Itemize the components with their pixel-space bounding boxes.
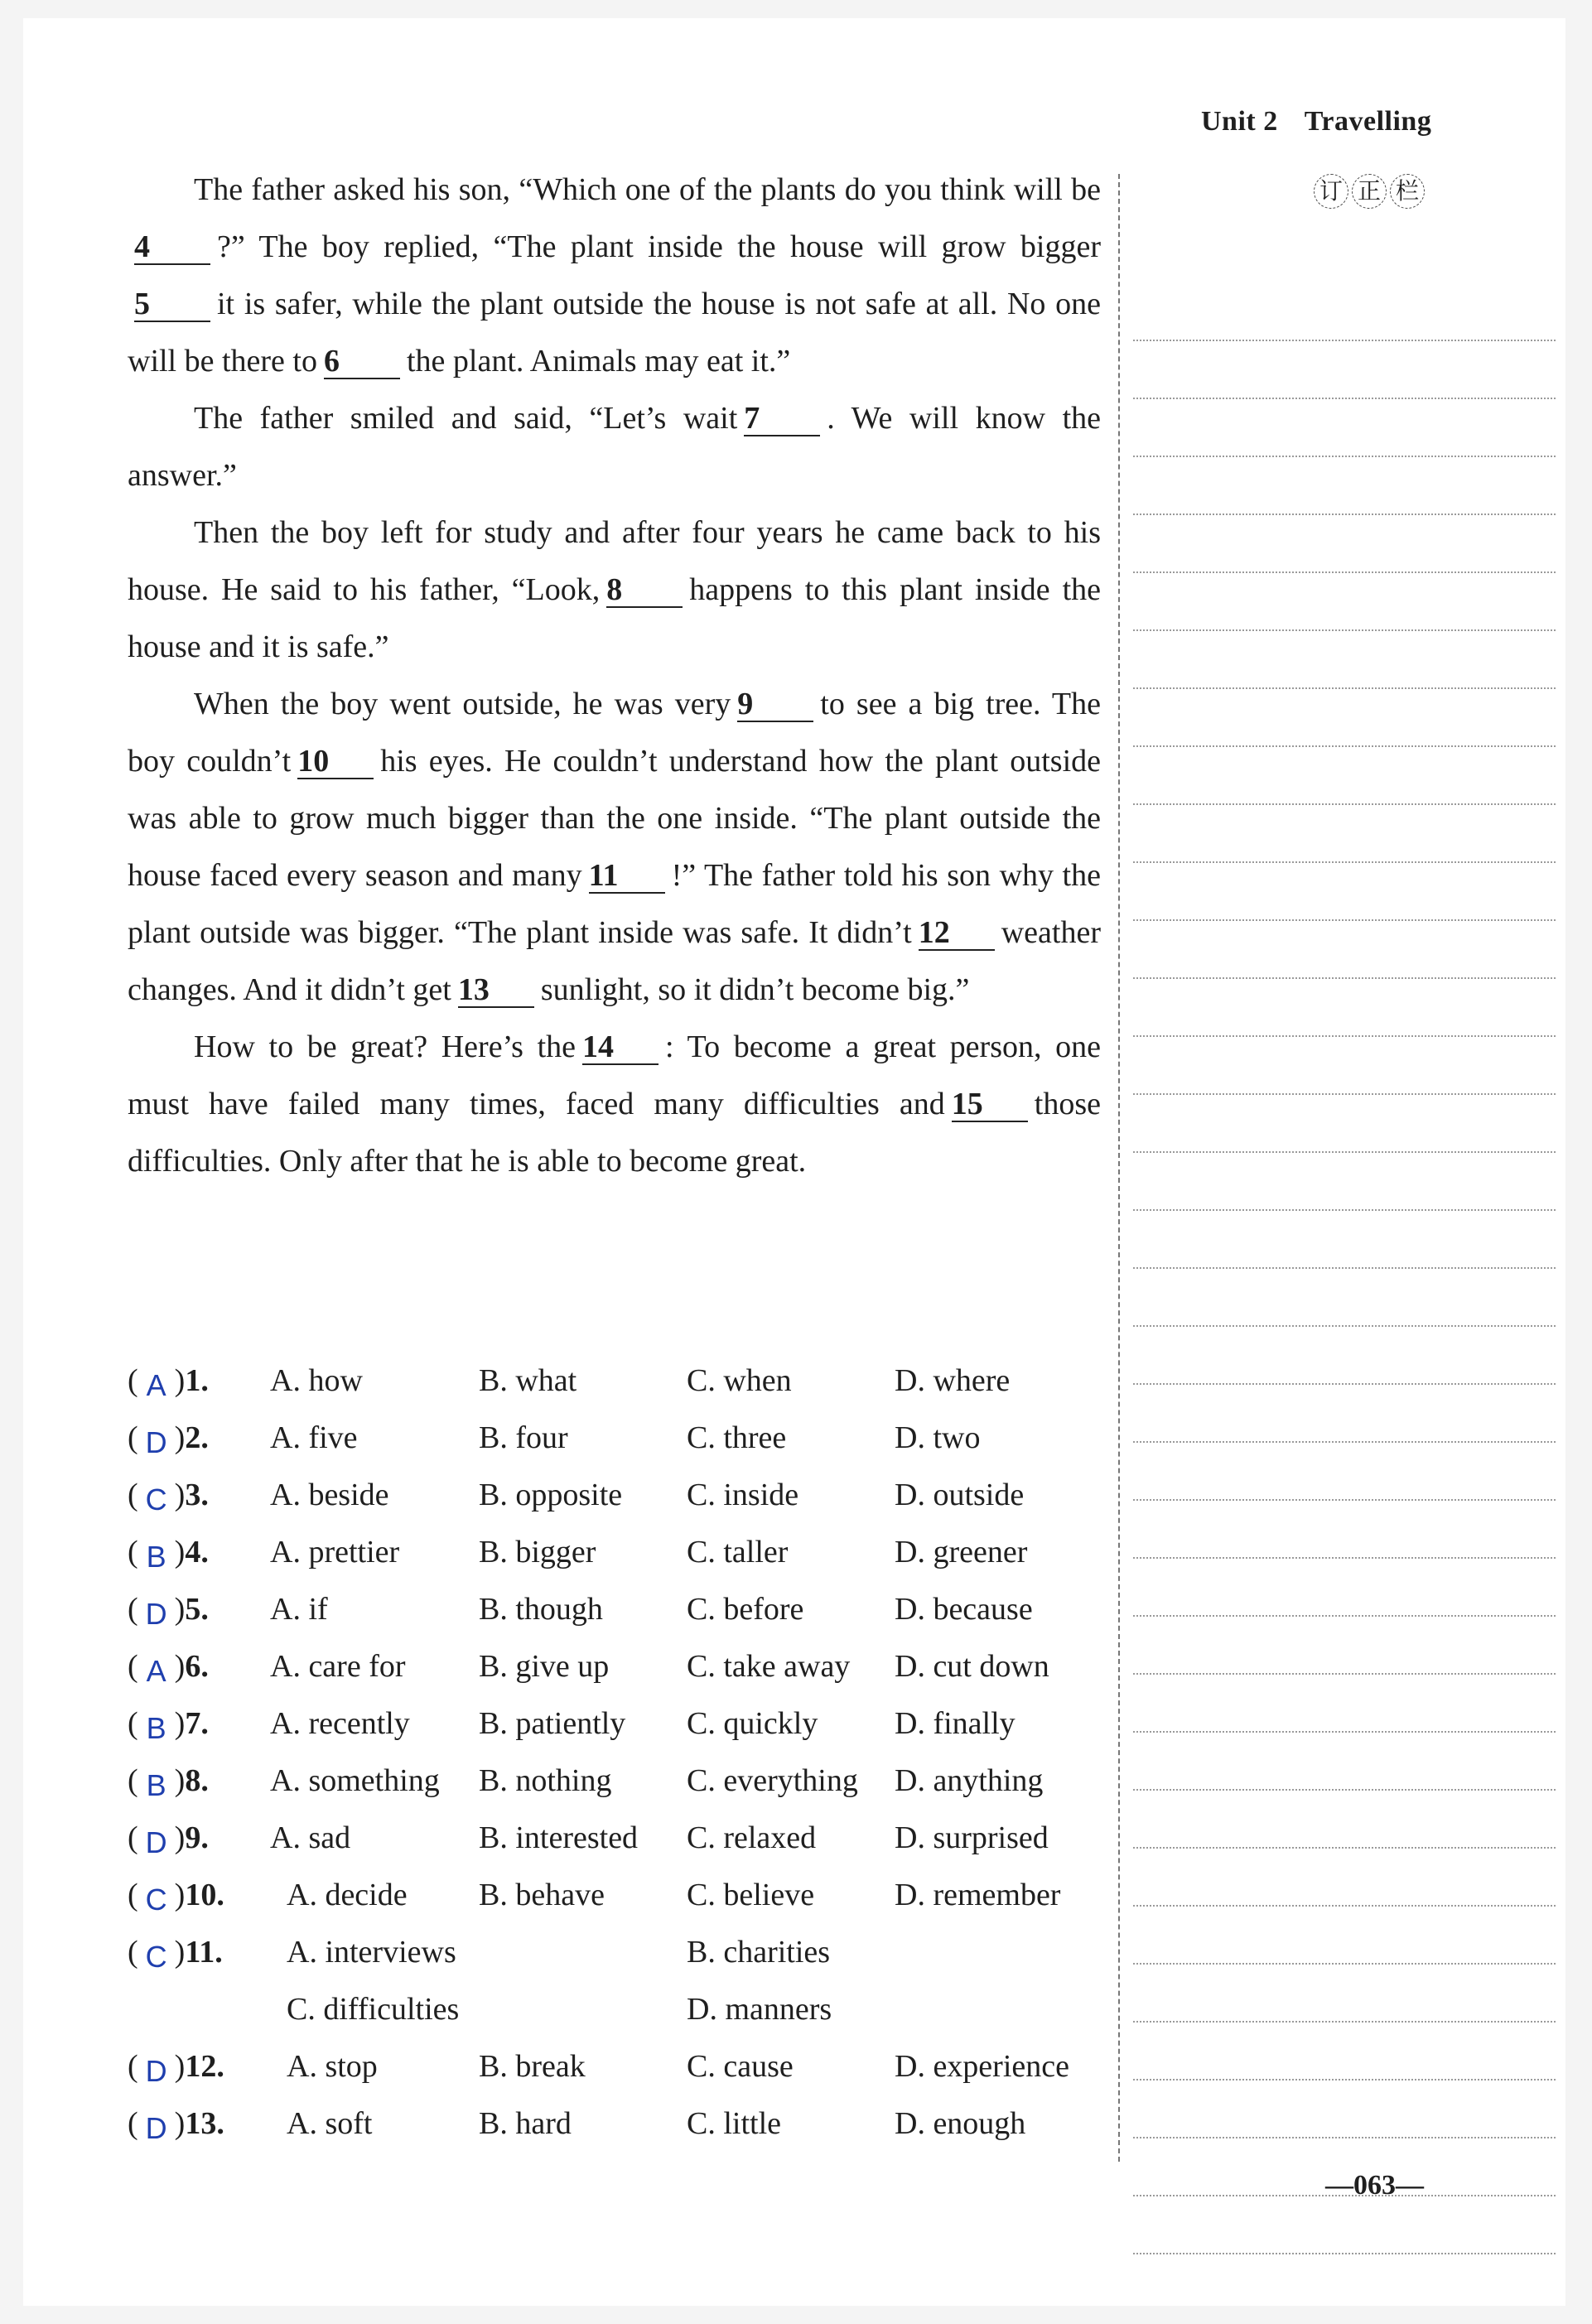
option-b: B. bigger xyxy=(479,1535,596,1569)
option-a: A. prettier xyxy=(270,1535,400,1569)
answer-mark: C xyxy=(145,1883,167,1917)
blank-11: 11 xyxy=(589,859,665,894)
option-d: D. enough xyxy=(895,2106,1026,2141)
option-c: C. inside xyxy=(687,1478,799,1512)
option-b: B. charities xyxy=(687,1935,831,1970)
option-c: C. when xyxy=(687,1363,792,1398)
answer-mark: D xyxy=(145,1425,167,1459)
option-d: D. where xyxy=(895,1363,1011,1398)
question-row: ( A )6. A. care for B. give up C. take away D. cut down xyxy=(128,1649,1049,1688)
correction-char-2: 正 xyxy=(1352,174,1387,209)
option-c: C. quickly xyxy=(687,1706,818,1741)
option-c: C. take away xyxy=(687,1649,851,1684)
question-row: ( C )11. A. interviews B. charities xyxy=(128,1935,831,1974)
question-row: ( D )12. A. stop B. break C. cause D. experience xyxy=(128,2049,1069,2088)
option-a: A. recently xyxy=(270,1706,410,1741)
option-a: A. if xyxy=(270,1592,328,1627)
answer-mark: D xyxy=(145,1825,167,1859)
option-d: D. experience xyxy=(895,2049,1069,2084)
option-b: B. what xyxy=(479,1363,577,1398)
blank-5: 5 xyxy=(134,287,210,322)
option-c: C. cause xyxy=(687,2049,794,2084)
blank-8: 8 xyxy=(606,573,683,608)
question-row-continued xyxy=(128,1991,1122,2048)
correction-lines xyxy=(1133,283,1556,2254)
option-d: D. because xyxy=(895,1592,1033,1627)
unit-title: Travelling xyxy=(1304,106,1432,137)
answer-mark: B xyxy=(146,1768,166,1802)
question-row: ( B )7. A. recently B. patiently C. quickly D. finally xyxy=(128,1706,1016,1745)
blank-9: 9 xyxy=(737,687,813,722)
question-row: ( C )10. A. decide B. behave C. believe D. remember xyxy=(128,1878,1061,1917)
option-a: A. stop xyxy=(287,2049,378,2084)
option-a: A. care for xyxy=(270,1649,406,1684)
option-b: B. behave xyxy=(479,1878,605,1912)
paragraph-2: The father smiled and said, “Let’s wait 7 . We will know the answer.” xyxy=(128,401,1101,493)
answer-mark: C xyxy=(145,1940,167,1974)
question-row: ( C )3. A. beside B. opposite C. inside D. outside xyxy=(128,1478,1025,1516)
option-a: A. how xyxy=(270,1363,363,1398)
option-d: D. remember xyxy=(895,1878,1061,1912)
unit-header xyxy=(1201,106,1431,137)
option-d: D. greener xyxy=(895,1535,1028,1569)
option-a: A. decide xyxy=(287,1878,408,1912)
option-d: D. outside xyxy=(895,1478,1025,1512)
option-b: B. opposite xyxy=(479,1478,623,1512)
correction-char-1: 订 xyxy=(1314,174,1348,209)
question-row: ( D )2. A. five B. four C. three D. two xyxy=(128,1420,981,1459)
option-a: A. sad xyxy=(270,1820,351,1855)
option-d: D. surprised xyxy=(895,1820,1049,1855)
blank-10: 10 xyxy=(297,745,374,779)
blank-4: 4 xyxy=(134,230,210,265)
answer-mark: D xyxy=(145,1597,167,1631)
blank-6: 6 xyxy=(324,345,400,379)
answer-mark: D xyxy=(145,2111,167,2145)
paragraph-3: Then the boy left for study and after four years he came back to his house. He said to his father, “Look, 8 happens to this plant inside the house and it is safe.” xyxy=(128,515,1102,664)
answer-mark: D xyxy=(145,2054,167,2088)
blank-12: 12 xyxy=(919,916,995,951)
correction-char-3: 栏 xyxy=(1390,174,1425,209)
option-a: A. something xyxy=(270,1763,440,1798)
option-c: C. relaxed xyxy=(687,1820,817,1855)
paragraph-1: The father asked his son, “Which one of the plants do you think will be4 ?” The boy replied, “The plant inside the house will grow bigger5 it is safer, while the plant outside the house is not safe at all. No one will be there to 6 the plant. Animals may eat it.” xyxy=(128,172,1101,378)
answer-mark: A xyxy=(146,1654,166,1688)
answer-mark: A xyxy=(146,1368,166,1402)
option-c: C. before xyxy=(687,1592,804,1627)
option-a: A. five xyxy=(270,1420,358,1455)
option-b: B. nothing xyxy=(479,1763,612,1798)
page-number: —063— xyxy=(1325,2170,1424,2201)
paragraph-4: When the boy went outside, he was very 9 to see a big tree. The boy couldn’t 10 his eyes. He couldn’t understand how the plant outside was able to grow much bigger than the one inside. “The plant outside the house faced every season and many 11 !” The father told his son why the plant outside was bigger. “The plant inside was safe. It didn’t 12 weather changes. And it didn’t get 13 sunlight, so it didn’t become big.” xyxy=(128,687,1101,1007)
answer-mark: C xyxy=(145,1483,167,1516)
question-row: ( D )13. A. soft B. hard C. little D. enough xyxy=(128,2106,1026,2145)
option-c: C. believe xyxy=(687,1878,815,1912)
question-row: ( D )9. A. sad B. interested C. relaxed D. surprised xyxy=(128,1820,1049,1859)
blank-7: 7 xyxy=(744,402,820,436)
question-list xyxy=(128,1362,1122,2162)
correction-column-title xyxy=(1314,174,1425,209)
option-b: B. interested xyxy=(479,1820,639,1855)
question-row: ( B )4. A. prettier B. bigger C. taller D. greener xyxy=(128,1535,1028,1574)
option-c: C. difficulties xyxy=(287,1992,460,2027)
option-a: A. beside xyxy=(270,1478,389,1512)
option-a: A. soft xyxy=(287,2106,373,2141)
cloze-passage xyxy=(128,162,1101,1190)
option-c: C. everything xyxy=(687,1763,858,1798)
option-c: C. three xyxy=(687,1420,787,1455)
option-b: B. though xyxy=(479,1592,603,1627)
option-d: D. cut down xyxy=(895,1649,1049,1684)
option-b: B. break xyxy=(479,2049,586,2084)
option-d: D. two xyxy=(895,1420,981,1455)
option-c: C. little xyxy=(687,2106,781,2141)
option-a: A. interviews xyxy=(287,1935,456,1970)
option-b: B. four xyxy=(479,1420,568,1455)
blank-13: 13 xyxy=(458,973,534,1008)
question-row: ( A )1. A. how B. what C. when D. where xyxy=(128,1363,1011,1402)
answer-mark: B xyxy=(146,1711,166,1745)
blank-14: 14 xyxy=(582,1030,659,1065)
option-b: B. patiently xyxy=(479,1706,626,1741)
option-d: D. finally xyxy=(895,1706,1016,1741)
unit-label: Unit 2 xyxy=(1201,106,1278,137)
question-row: ( B )8. A. something B. nothing C. everything D. anything xyxy=(128,1763,1044,1802)
blank-15: 15 xyxy=(952,1087,1028,1122)
option-b: B. hard xyxy=(479,2106,572,2141)
option-d: D. anything xyxy=(895,1763,1044,1798)
answer-mark: B xyxy=(146,1540,166,1574)
paragraph-5: How to be great? Here’s the 14 : To become a great person, one must have failed many times, faced many difficulties and 15 those difficulties. Only after that he is able to become great. xyxy=(128,1029,1102,1179)
option-b: B. give up xyxy=(479,1649,610,1684)
option-d: D. manners xyxy=(687,1992,832,2027)
option-c: C. taller xyxy=(687,1535,789,1569)
question-row: ( D )5. A. if B. though C. before D. because xyxy=(128,1592,1033,1631)
